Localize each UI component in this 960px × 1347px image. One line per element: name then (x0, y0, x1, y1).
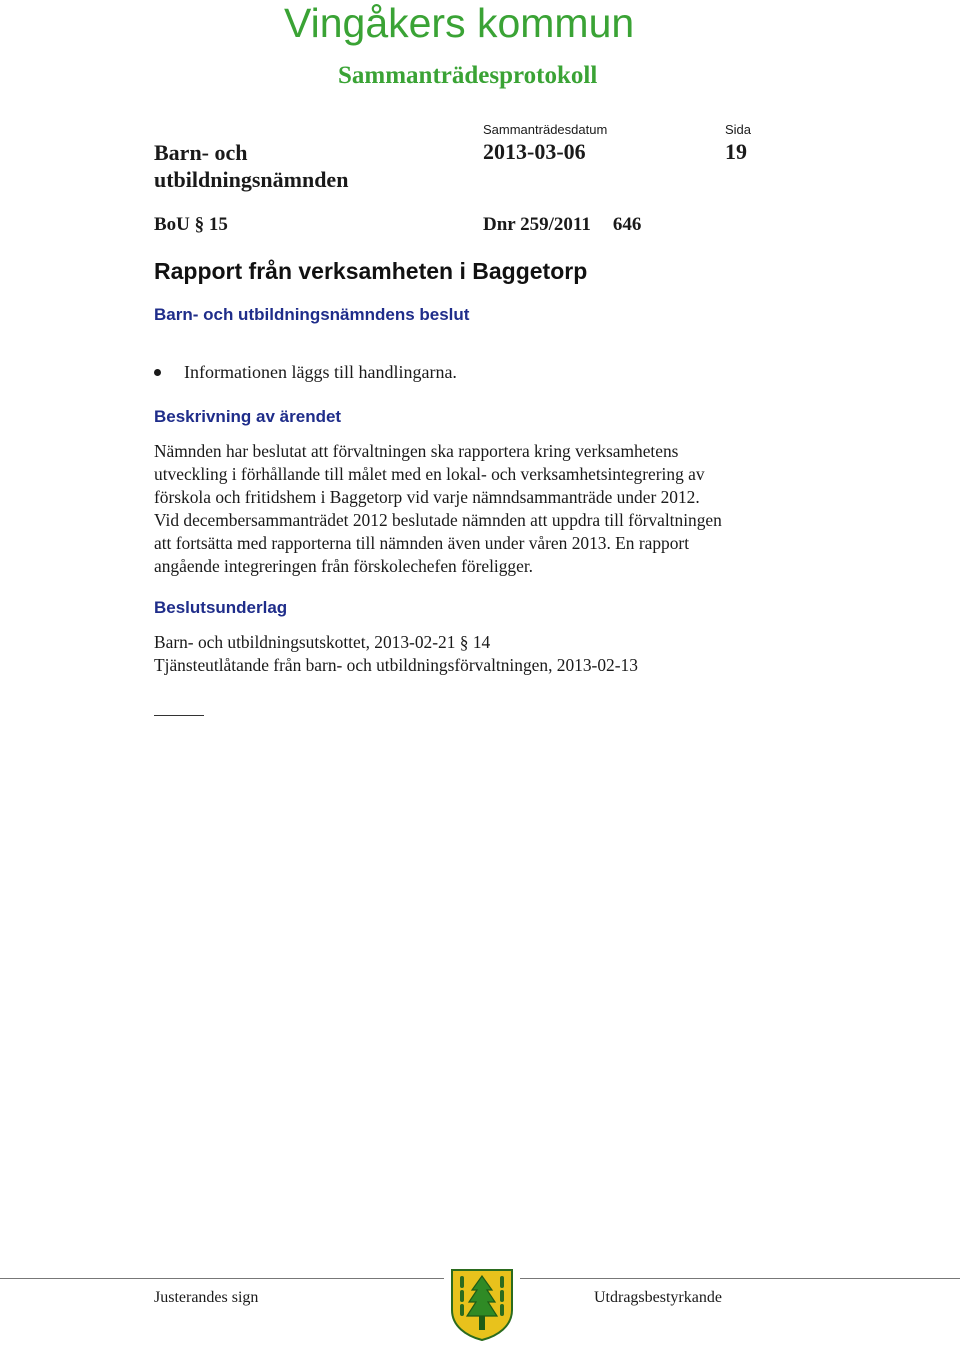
basis-heading: Beslutsunderlag (154, 598, 288, 617)
end-divider (154, 715, 204, 716)
description-heading: Beskrivning av ärendet (154, 407, 342, 426)
document-type: Sammanträdesprotokoll (338, 62, 598, 89)
description-line: utveckling i förhållande till målet med en lokal- och verksamhetsintegrering av (154, 464, 705, 484)
page-label: Sida (725, 122, 752, 137)
meeting-date-label: Sammanträdesdatum (483, 122, 608, 137)
page-number: 19 (725, 139, 747, 164)
organization-name: Vingåkers kommun (284, 0, 635, 46)
extract-certification-label: Utdragsbestyrkande (594, 1289, 722, 1306)
description-line: angående integreringen från förskolechefen föreligger. (154, 556, 534, 576)
case-number: 15 (208, 214, 228, 235)
paragraph-symbol: § (459, 632, 469, 652)
coat-of-arms-icon (448, 1266, 516, 1342)
basis-item-text: Barn- och utbildningsutskottet, 2013-02-21 (154, 632, 456, 652)
decision-item-text: Informationen läggs till handlingarna. (184, 362, 457, 382)
footer-divider-right (520, 1278, 960, 1279)
matter-title: Rapport från verksamheten i Baggetorp (154, 258, 588, 284)
decision-list (154, 362, 457, 383)
case-prefix: BoU (154, 214, 190, 235)
adjuster-signature-label: Justerandes sign (154, 1289, 259, 1306)
decision-heading: Barn- och utbildningsnämndens beslut (154, 305, 470, 324)
description-line: att fortsätta med rapporterna till nämnden även under våren 2013. En rapport (154, 533, 690, 553)
basis-list (154, 631, 638, 677)
committee-name-line1: Barn- och (154, 140, 248, 165)
dnr-value: Dnr 259/2011 (483, 214, 591, 235)
description-line: Nämnden har beslutat att förvaltningen ska rapportera kring verksamhetens (154, 441, 679, 461)
dnr-code: 646 (612, 214, 642, 235)
committee-name (154, 139, 348, 193)
paragraph-symbol: § (194, 214, 205, 235)
diary-number (483, 214, 641, 236)
description-line: förskola och fritidshem i Baggetorp vid varje nämndsammanträde under 2012. (154, 487, 700, 507)
bullet-icon (154, 369, 161, 376)
case-reference (154, 214, 228, 236)
meeting-date-value: 2013-03-06 (483, 139, 586, 164)
description-body (154, 440, 814, 578)
decision-item (154, 362, 457, 383)
footer-divider-left (0, 1278, 444, 1279)
basis-item (154, 631, 638, 654)
committee-name-line2: utbildningsnämnden (154, 167, 349, 192)
basis-item-number: 14 (472, 632, 491, 652)
basis-item: Tjänsteutlåtande från barn- och utbildningsförvaltningen, 2013-02-13 (154, 655, 638, 675)
description-line: Vid decembersammanträdet 2012 beslutade nämnden att uppdra till förvaltningen (154, 510, 722, 530)
